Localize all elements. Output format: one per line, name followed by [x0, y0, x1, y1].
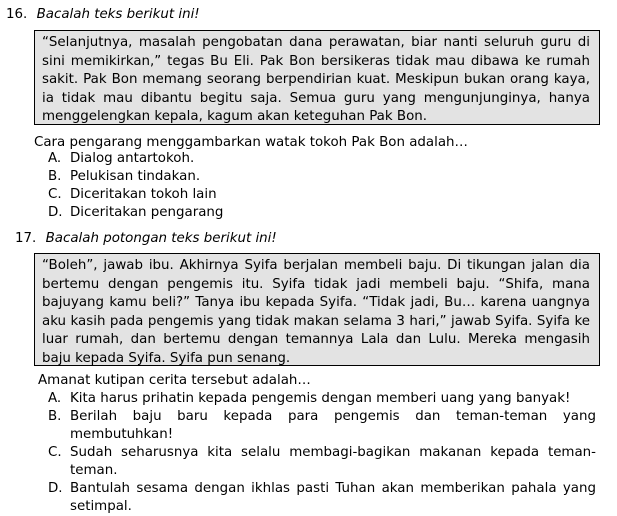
passage-box-17: “Boleh”, jawab ibu. Akhirnya Syifa berjalan membeli baju. Di tikungan jalan dia bertemu dengan pengemis itu. Syifa tidak jadi membeli baju. “Shifa, mana bajuyang kamu beli?” Tanya ibu kepada Syifa. “Tidak jadi, Bu… karena uangnya aku kasih pada pengemis yang tidak makan selama 3 hari,” jawab Syifa. Syifa ke luar rumah, dan bertemu dengan temannya Lala dan Lulu. Mereka mengasih baju kepada Syifa. Syifa pun senang.: [34, 253, 600, 366]
option-text: Berilah baju baru kepada para pengemis dan teman-teman yang membutuhkan!: [70, 409, 596, 442]
question-number: 17.: [15, 231, 37, 246]
option-letter: D.: [48, 481, 63, 496]
question-16-header: [6, 7, 200, 22]
option-letter: C.: [48, 187, 62, 202]
option-b[interactable]: [48, 408, 596, 444]
option-c[interactable]: [48, 444, 596, 480]
option-b[interactable]: [48, 168, 588, 186]
question-17-options: [48, 390, 596, 516]
option-a[interactable]: [48, 150, 588, 168]
option-letter: B.: [48, 409, 62, 424]
option-letter: B.: [48, 169, 62, 184]
option-letter: A.: [48, 391, 62, 406]
question-16-prompt: Cara pengarang menggambarkan watak tokoh Pak Bon adalah…: [34, 135, 468, 150]
option-text: Pelukisan tindakan.: [70, 169, 201, 184]
option-c[interactable]: [48, 186, 588, 204]
option-text: Diceritakan tokoh lain: [70, 187, 217, 202]
option-a[interactable]: [48, 390, 596, 408]
question-16-options: [48, 150, 588, 222]
option-d[interactable]: [48, 480, 596, 516]
passage-box-16: “Selanjutnya, masalah pengobatan dana perawatan, biar nanti seluruh guru di sini memikirkan,” tegas Bu Eli. Pak Bon bersikeras tidak mau dibawa ke rumah sakit. Pak Bon memang seorang berpendirian kuat. Meskipun bukan orang kaya, ia tidak mau dibantu begitu saja. Semua guru yang mengunjunginya, hanya menggelengkan kepala, kagum akan keteguhan Pak Bon.: [34, 30, 600, 125]
question-instruction: Bacalah teks berikut ini!: [36, 7, 200, 22]
question-17-header: [15, 231, 277, 246]
option-letter: D.: [48, 205, 63, 220]
option-text: Sudah seharusnya kita selalu membagi-bagikan makanan kepada teman-teman.: [70, 445, 596, 478]
option-letter: A.: [48, 151, 62, 166]
option-text: Bantulah sesama dengan ikhlas pasti Tuhan akan memberikan pahala yang setimpal.: [70, 481, 596, 514]
option-text: Dialog antartokoh.: [70, 151, 195, 166]
option-d[interactable]: [48, 204, 588, 222]
question-instruction: Bacalah potongan teks berikut ini!: [45, 231, 277, 246]
question-17-prompt: Amanat kutipan cerita tersebut adalah…: [38, 373, 311, 388]
option-text: Kita harus prihatin kepada pengemis dengan memberi uang yang banyak!: [70, 391, 571, 406]
option-letter: C.: [48, 445, 62, 460]
option-text: Diceritakan pengarang: [70, 205, 224, 220]
question-number: 16.: [6, 7, 28, 22]
